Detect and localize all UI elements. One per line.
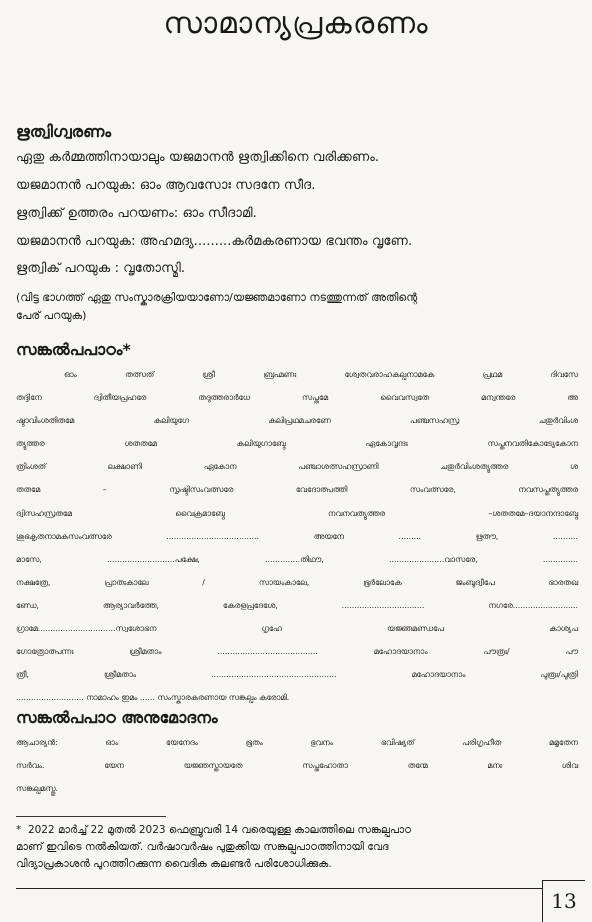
note-line: പേര് പറയുക) xyxy=(16,309,87,322)
section-heading-sankalpapatham: സങ്കൽപപാഠം* xyxy=(16,340,131,359)
bottom-divider xyxy=(16,888,542,889)
paragraph-line: ഷ്ടാവിംശതിതമേ കലിയുഗേ കലിപ്രഥമചരണേ പഞ്ചസഹസ്ര ചതുർവിംശ xyxy=(16,416,578,426)
section-heading-ritvigvaranam: ഋത്വിഗ്വരണം xyxy=(16,122,112,141)
footnote-line: 2022 മാർച്ച് 22 മുതൽ 2023 ഫെബ്രുവരി 14 വരെയുള്ള കാലത്തിലെ സങ്കല്പപാഠ xyxy=(27,824,412,836)
text-line: ഋത്വിക് പറയുക : വൃതോസ്മി. xyxy=(16,261,186,276)
footnote-marker: * xyxy=(16,824,22,836)
paragraph-line: സർവം. യേന യജ്ഞസ്തായതേ സപ്തഹോതാ തന്മേ മനഃ ശിവ xyxy=(16,761,578,771)
paragraph-line: തദ്ദിനേ ദ്വിതീയപ്രഹരേ തദുത്തരാർധേ സപ്തമേ വൈവസ്വതേ മന്വന്തരേ അ xyxy=(16,393,578,403)
anumodanam-paragraph xyxy=(16,731,578,800)
paragraph-line: ണ്ഡേ, ആര്യാവർത്തേ, കേരളപ്രദേശേ, ................................. നഗരേ.......................... xyxy=(16,600,578,610)
paragraph-line: ശുഭകൃതനാമകസംവത്സരേ ..................................... അയനേ ......... ഋതൗ, .......... xyxy=(16,531,578,541)
paragraph-line: ........................... നാമാഹം ഇമം ...... സംസ്കാരകരണായ സങ്കല്പം കരോമി. xyxy=(16,693,290,703)
footnote-divider xyxy=(16,816,166,817)
text-line: യജമാനൻ പറയുക: അഹമദ്യ.........കർമകരണായ ഭവന്തം വൃണേ. xyxy=(16,234,413,249)
paragraph-line: ത്രിംശത് ലക്ഷാണി ഏകോന പഞ്ചാശത്സഹസ്രാണി ചതുർവിംശത്യുത്തര ശ xyxy=(16,462,578,472)
footnote-line: മാണ് ഇവിടെ നൽകിയത്. വർഷാവർഷം പുതുക്കിയ സങ്കല്പപാഠത്തിനായി വേദ xyxy=(16,841,389,853)
text-line: ഏതു കർമ്മത്തിനായാലും യജമാനൻ ഋത്വിക്കിനെ വരിക്കണം. xyxy=(16,150,380,165)
paragraph-line: ഗ്രാമേ...............................സ്വശോഭന ഗൃഹേ യജ്ഞമണ്ഡപേ കാശ്യപ xyxy=(16,624,578,634)
note-line: (വിട്ട ഭാഗത്ത് ഏതു സംസ്കാരക്രിയയാണോ/യജ്ഞമാണോ നടത്തുന്നത് അതിന്റെ xyxy=(16,291,418,304)
paragraph-line: ഓം തത്സത് ശ്രീ ബ്രഹ്മണഃ ശ്വേതവരാഹകല്പനാമകേ പ്രഥമ ദിവസേ xyxy=(64,370,578,379)
page-number: 13 xyxy=(542,880,585,922)
paragraph-line: ത്രീ, ശ്രീമതാം .................................................. മഹോദയാനാം പുത്രഃ/പുത്രി xyxy=(16,670,578,680)
paragraph-line: തതമേ – സൃഷ്ടിസംവത്സരേ വേദോത്പത്തി സംവത്സരേ, നവസപ്തത്യുത്തര xyxy=(16,485,578,495)
paragraph-line: ത്യുത്തര ശതതമേ കലിയുഗാബ്ദേ ഏകോവൃന്ദഃ സപ്തനവതികോട്യേകോന xyxy=(16,439,578,449)
paragraph-line: ദ്വിസഹസ്രതമേ വൈക്രമാബ്ദേ നവനവത്യുത്തര –ശതതമേ–ദയാനന്ദാബ്ദേ xyxy=(16,508,578,518)
paragraph-line: നക്ഷത്രേ, പ്രാതഃകാലേ / സായംകാലേ, ഭൂർലോകേ ജംബുദ്വീപേ ഭാരതഖ xyxy=(16,577,578,587)
footnote xyxy=(16,822,576,873)
paragraph-line: സങ്കല്പമസ്തു. xyxy=(16,784,58,794)
sankalpa-paragraph xyxy=(16,363,578,709)
paragraph-line: ആചാര്യൻ: ഓം യേനേദം ഭൂതം ഭുവനം ഭവിഷ്യത് പരിഗൃഹീത മമൃതേന xyxy=(16,738,578,747)
section-heading-anumodanam: സങ്കൽപപാഠ അനുമോദനം xyxy=(16,708,218,727)
text-line: ഋത്വിക്ക് ഉത്തരം പറയണം: ഓം സീദാമി. xyxy=(16,206,257,221)
paragraph-line: മാസേ, ...........................പക്ഷേ, ..............തിഥൗ, ......................വാസരേ, .............. xyxy=(16,554,578,564)
footnote-line: വിദ്യാപ്രകാശൻ പുറത്തിറക്കുന്ന വൈദിക കലണ്ടർ പരിശോധിക്കുക. xyxy=(16,858,332,870)
paragraph-line: ഗോത്രോത്പന്നഃ ശ്രീമതാം ........................................ മഹോദയാനാം പൗത്രഃ/ പൗ xyxy=(16,647,578,657)
text-line: യജമാനൻ പറയുക: ഓം ആവസോഃ സദനേ സീദ. xyxy=(16,178,316,193)
page-title: സാമാന്യപ്രകരണം xyxy=(163,6,429,41)
